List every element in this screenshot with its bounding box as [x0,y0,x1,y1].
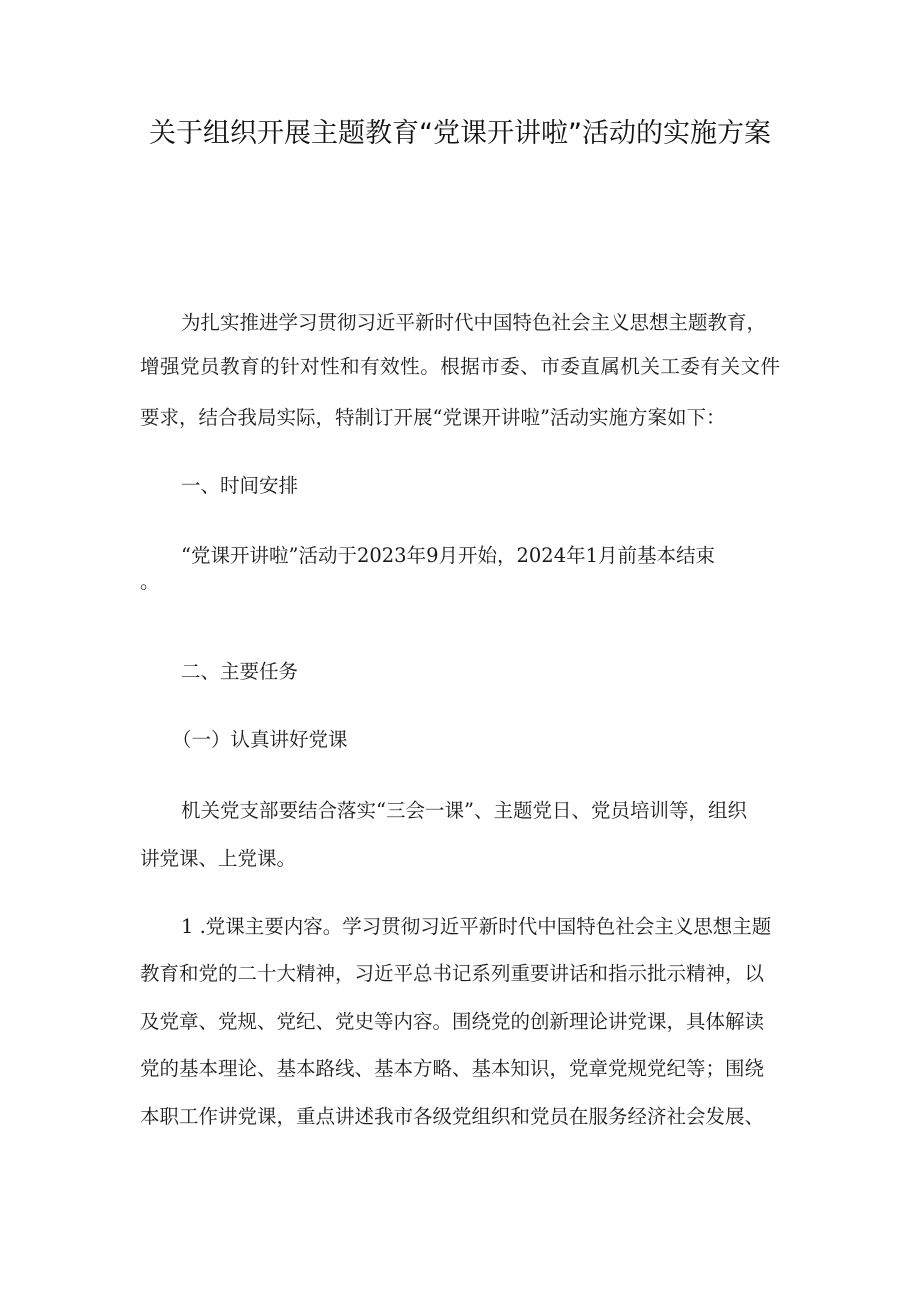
item1-line-2: 教育和党的二十大精神，习近平总书记系列重要讲话和指示批示精神，以 [140,962,765,985]
intro-line-1: 为扎实推进学习贯彻习近平新时代中国特色社会主义思想主题教育， [181,311,767,334]
subsection-line-2: 讲党课、上党课。 [140,847,297,870]
time-line-1: “党课开讲啦”活动于2023年9月开始，2024年1月前基本结束 [181,544,716,567]
item1-line-3: 及党章、党规、党纪、党史等内容。围绕党的创新理论讲党课，具体解读 [140,1010,765,1033]
item1-line-5: 本职工作讲党课，重点讲述我市各级党组织和党员在服务经济社会发展、 [140,1105,765,1128]
subsection-line-1: 机关党支部要结合落实“三会一课”、主题党日、党员培训等，组织 [181,799,747,822]
subsection-heading-lectures: （一）认真讲好党课 [172,728,348,751]
time-line-2: 。 [140,570,160,593]
item1-line-1: 1 .党课主要内容。学习贯彻习近平新时代中国特色社会主义思想主题 [181,915,772,938]
intro-line-2: 增强党员教育的针对性和有效性。根据市委、市委直属机关工委有关文件 [140,355,780,378]
section-heading-time: 一、时间安排 [181,474,299,497]
intro-line-3: 要求，结合我局实际，特制订开展“党课开讲啦”活动实施方案如下： [140,406,726,429]
document-title: 关于组织开展主题教育“党课开讲啦”活动的实施方案 [149,118,771,149]
section-heading-tasks: 二、主要任务 [181,660,299,683]
item1-line-4: 党的基本理论、基本路线、基本方略、基本知识，党章党规党纪等；围绕 [140,1057,765,1080]
